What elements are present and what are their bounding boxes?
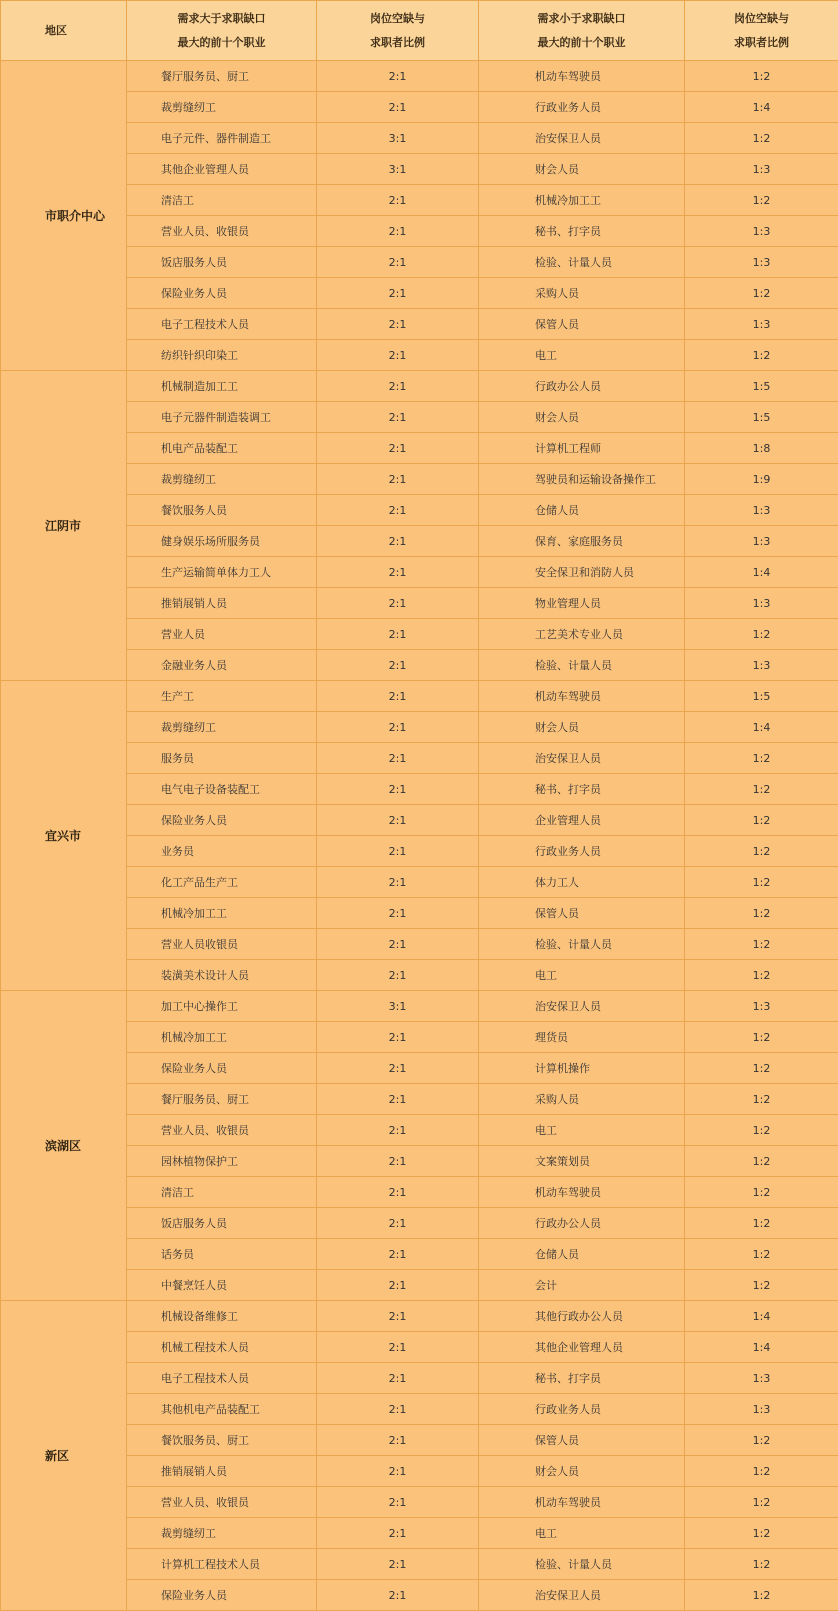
high-demand-occupation-cell: 服务员 — [127, 743, 317, 774]
low-demand-ratio-cell: 1:2 — [685, 1487, 838, 1518]
low-demand-occupation-cell: 物业管理人员 — [479, 588, 685, 619]
low-demand-ratio-cell: 1:4 — [685, 557, 838, 588]
high-demand-ratio-cell: 2:1 — [317, 371, 479, 402]
high-demand-occupation-cell: 电子元器件制造装调工 — [127, 402, 317, 433]
high-demand-ratio-cell: 2:1 — [317, 247, 479, 278]
high-demand-ratio-cell: 2:1 — [317, 929, 479, 960]
header-low-demand-line1: 需求小于求职缺口 — [479, 7, 684, 31]
table-row — [1, 1425, 838, 1456]
low-demand-ratio-cell: 1:3 — [685, 650, 838, 681]
high-demand-occupation-cell: 推销展销人员 — [127, 1456, 317, 1487]
table-body — [1, 61, 838, 1611]
high-demand-occupation-cell: 中餐烹饪人员 — [127, 1270, 317, 1301]
high-demand-ratio-cell: 2:1 — [317, 1518, 479, 1549]
low-demand-occupation-cell: 秘书、打字员 — [479, 216, 685, 247]
table-row — [1, 960, 838, 991]
low-demand-ratio-cell: 1:2 — [685, 743, 838, 774]
high-demand-ratio-cell: 2:1 — [317, 1332, 479, 1363]
high-demand-ratio-cell: 2:1 — [317, 774, 479, 805]
high-demand-ratio-cell: 2:1 — [317, 1022, 479, 1053]
table-row — [1, 1208, 838, 1239]
high-demand-occupation-cell: 餐饮服务人员 — [127, 495, 317, 526]
high-demand-ratio-cell: 2:1 — [317, 743, 479, 774]
table-row — [1, 867, 838, 898]
low-demand-ratio-cell: 1:3 — [685, 991, 838, 1022]
low-demand-ratio-cell: 1:2 — [685, 867, 838, 898]
high-demand-occupation-cell: 其他机电产品装配工 — [127, 1394, 317, 1425]
high-demand-ratio-cell: 2:1 — [317, 1115, 479, 1146]
low-demand-occupation-cell: 财会人员 — [479, 154, 685, 185]
low-demand-occupation-cell: 检验、计量人员 — [479, 247, 685, 278]
region-cell: 新区 — [1, 1301, 127, 1611]
high-demand-ratio-cell: 3:1 — [317, 123, 479, 154]
low-demand-ratio-cell: 1:2 — [685, 805, 838, 836]
low-demand-occupation-cell: 行政办公人员 — [479, 1208, 685, 1239]
table-row — [1, 712, 838, 743]
low-demand-ratio-cell: 1:3 — [685, 526, 838, 557]
low-demand-occupation-cell: 机动车驾驶员 — [479, 681, 685, 712]
low-demand-ratio-cell: 1:3 — [685, 1363, 838, 1394]
high-demand-ratio-cell: 2:1 — [317, 464, 479, 495]
low-demand-occupation-cell: 行政业务人员 — [479, 1394, 685, 1425]
region-cell: 江阴市 — [1, 371, 127, 681]
high-demand-occupation-cell: 机械设备维修工 — [127, 1301, 317, 1332]
high-demand-occupation-cell: 裁剪缝纫工 — [127, 464, 317, 495]
high-demand-ratio-cell: 2:1 — [317, 1239, 479, 1270]
high-demand-occupation-cell: 电气电子设备装配工 — [127, 774, 317, 805]
high-demand-occupation-cell: 清洁工 — [127, 185, 317, 216]
high-demand-ratio-cell: 2:1 — [317, 433, 479, 464]
low-demand-ratio-cell: 1:2 — [685, 898, 838, 929]
high-demand-occupation-cell: 保险业务人员 — [127, 805, 317, 836]
region-cell: 滨湖区 — [1, 991, 127, 1301]
high-demand-ratio-cell: 2:1 — [317, 1270, 479, 1301]
table-row — [1, 1270, 838, 1301]
table-row — [1, 464, 838, 495]
high-demand-occupation-cell: 机械工程技术人员 — [127, 1332, 317, 1363]
low-demand-ratio-cell: 1:3 — [685, 495, 838, 526]
low-demand-occupation-cell: 采购人员 — [479, 278, 685, 309]
low-demand-occupation-cell: 财会人员 — [479, 402, 685, 433]
low-demand-ratio-cell: 1:5 — [685, 681, 838, 712]
table-row — [1, 681, 838, 712]
high-demand-occupation-cell: 机电产品装配工 — [127, 433, 317, 464]
table-row — [1, 1518, 838, 1549]
low-demand-ratio-cell: 1:2 — [685, 1115, 838, 1146]
low-demand-ratio-cell: 1:9 — [685, 464, 838, 495]
low-demand-occupation-cell: 秘书、打字员 — [479, 1363, 685, 1394]
region-cell: 市职介中心 — [1, 61, 127, 371]
low-demand-occupation-cell: 治安保卫人员 — [479, 123, 685, 154]
low-demand-ratio-cell: 1:3 — [685, 154, 838, 185]
high-demand-ratio-cell: 2:1 — [317, 1487, 479, 1518]
high-demand-occupation-cell: 装潢美术设计人员 — [127, 960, 317, 991]
low-demand-ratio-cell: 1:2 — [685, 1456, 838, 1487]
high-demand-ratio-cell: 2:1 — [317, 309, 479, 340]
low-demand-ratio-cell: 1:4 — [685, 92, 838, 123]
table-row — [1, 774, 838, 805]
low-demand-ratio-cell: 1:2 — [685, 185, 838, 216]
header-ratio1-line1: 岗位空缺与 — [317, 7, 478, 31]
low-demand-ratio-cell: 1:2 — [685, 340, 838, 371]
low-demand-occupation-cell: 采购人员 — [479, 1084, 685, 1115]
high-demand-occupation-cell: 计算机工程技术人员 — [127, 1549, 317, 1580]
low-demand-occupation-cell: 机动车驾驶员 — [479, 1177, 685, 1208]
high-demand-ratio-cell: 2:1 — [317, 278, 479, 309]
header-ratio2-line2: 求职者比例 — [685, 31, 838, 55]
low-demand-ratio-cell: 1:2 — [685, 61, 838, 92]
table-row — [1, 340, 838, 371]
high-demand-occupation-cell: 生产工 — [127, 681, 317, 712]
table-row — [1, 1456, 838, 1487]
low-demand-ratio-cell: 1:3 — [685, 309, 838, 340]
high-demand-ratio-cell: 3:1 — [317, 991, 479, 1022]
table-row — [1, 402, 838, 433]
low-demand-occupation-cell: 财会人员 — [479, 712, 685, 743]
high-demand-occupation-cell: 推销展销人员 — [127, 588, 317, 619]
high-demand-occupation-cell: 保险业务人员 — [127, 1053, 317, 1084]
low-demand-occupation-cell: 会计 — [479, 1270, 685, 1301]
low-demand-occupation-cell: 理货员 — [479, 1022, 685, 1053]
high-demand-ratio-cell: 2:1 — [317, 1394, 479, 1425]
low-demand-occupation-cell: 检验、计量人员 — [479, 650, 685, 681]
low-demand-occupation-cell: 电工 — [479, 1518, 685, 1549]
high-demand-occupation-cell: 其他企业管理人员 — [127, 154, 317, 185]
high-demand-ratio-cell: 2:1 — [317, 867, 479, 898]
low-demand-occupation-cell: 文案策划员 — [479, 1146, 685, 1177]
low-demand-ratio-cell: 1:2 — [685, 1177, 838, 1208]
high-demand-occupation-cell: 饭店服务人员 — [127, 1208, 317, 1239]
table-row — [1, 588, 838, 619]
low-demand-occupation-cell: 计算机操作 — [479, 1053, 685, 1084]
table-row — [1, 247, 838, 278]
high-demand-occupation-cell: 保险业务人员 — [127, 278, 317, 309]
high-demand-occupation-cell: 健身娱乐场所服务员 — [127, 526, 317, 557]
low-demand-ratio-cell: 1:3 — [685, 247, 838, 278]
low-demand-ratio-cell: 1:2 — [685, 123, 838, 154]
high-demand-ratio-cell: 2:1 — [317, 805, 479, 836]
low-demand-occupation-cell: 电工 — [479, 960, 685, 991]
low-demand-ratio-cell: 1:2 — [685, 1425, 838, 1456]
high-demand-ratio-cell: 2:1 — [317, 495, 479, 526]
low-demand-ratio-cell: 1:2 — [685, 1022, 838, 1053]
table-row — [1, 743, 838, 774]
header-high-demand-ratio — [317, 1, 479, 61]
table-row — [1, 1580, 838, 1611]
high-demand-ratio-cell: 2:1 — [317, 1549, 479, 1580]
low-demand-occupation-cell: 其他企业管理人员 — [479, 1332, 685, 1363]
high-demand-occupation-cell: 裁剪缝纫工 — [127, 712, 317, 743]
high-demand-occupation-cell: 话务员 — [127, 1239, 317, 1270]
high-demand-ratio-cell: 2:1 — [317, 1177, 479, 1208]
table-row — [1, 557, 838, 588]
high-demand-ratio-cell: 2:1 — [317, 898, 479, 929]
high-demand-occupation-cell: 营业人员、收银员 — [127, 1487, 317, 1518]
high-demand-ratio-cell: 2:1 — [317, 1208, 479, 1239]
low-demand-occupation-cell: 行政业务人员 — [479, 836, 685, 867]
table-row — [1, 309, 838, 340]
table-row — [1, 495, 838, 526]
low-demand-occupation-cell: 体力工人 — [479, 867, 685, 898]
table-row — [1, 650, 838, 681]
high-demand-occupation-cell: 机械冷加工工 — [127, 898, 317, 929]
low-demand-ratio-cell: 1:3 — [685, 588, 838, 619]
high-demand-ratio-cell: 2:1 — [317, 557, 479, 588]
low-demand-occupation-cell: 行政办公人员 — [479, 371, 685, 402]
table-row — [1, 371, 838, 402]
low-demand-ratio-cell: 1:2 — [685, 619, 838, 650]
table-row — [1, 619, 838, 650]
table-row — [1, 805, 838, 836]
low-demand-ratio-cell: 1:2 — [685, 1053, 838, 1084]
high-demand-ratio-cell: 2:1 — [317, 681, 479, 712]
table-row — [1, 929, 838, 960]
table-row — [1, 216, 838, 247]
table-row — [1, 836, 838, 867]
low-demand-occupation-cell: 电工 — [479, 1115, 685, 1146]
table-header-row — [1, 1, 838, 61]
low-demand-ratio-cell: 1:2 — [685, 1580, 838, 1611]
high-demand-ratio-cell: 2:1 — [317, 960, 479, 991]
high-demand-occupation-cell: 机械制造加工工 — [127, 371, 317, 402]
low-demand-occupation-cell: 保管人员 — [479, 309, 685, 340]
low-demand-occupation-cell: 仓储人员 — [479, 1239, 685, 1270]
header-ratio1-line2: 求职者比例 — [317, 31, 478, 55]
high-demand-ratio-cell: 2:1 — [317, 185, 479, 216]
low-demand-ratio-cell: 1:2 — [685, 1146, 838, 1177]
high-demand-ratio-cell: 2:1 — [317, 1580, 479, 1611]
low-demand-occupation-cell: 安全保卫和消防人员 — [479, 557, 685, 588]
table-row — [1, 1301, 838, 1332]
high-demand-ratio-cell: 2:1 — [317, 1456, 479, 1487]
low-demand-ratio-cell: 1:2 — [685, 1239, 838, 1270]
region-cell: 宜兴市 — [1, 681, 127, 991]
header-low-demand-line2: 最大的前十个职业 — [479, 31, 684, 55]
high-demand-occupation-cell: 电子元件、器件制造工 — [127, 123, 317, 154]
low-demand-occupation-cell: 秘书、打字员 — [479, 774, 685, 805]
low-demand-occupation-cell: 治安保卫人员 — [479, 743, 685, 774]
table-row — [1, 526, 838, 557]
table-row — [1, 61, 838, 92]
low-demand-ratio-cell: 1:2 — [685, 774, 838, 805]
header-low-demand-ratio — [685, 1, 838, 61]
high-demand-occupation-cell: 保险业务人员 — [127, 1580, 317, 1611]
table-row — [1, 991, 838, 1022]
low-demand-ratio-cell: 1:2 — [685, 836, 838, 867]
high-demand-occupation-cell: 餐厅服务员、厨工 — [127, 61, 317, 92]
high-demand-occupation-cell: 园林植物保护工 — [127, 1146, 317, 1177]
low-demand-ratio-cell: 1:2 — [685, 1208, 838, 1239]
high-demand-ratio-cell: 3:1 — [317, 154, 479, 185]
high-demand-ratio-cell: 2:1 — [317, 650, 479, 681]
high-demand-ratio-cell: 2:1 — [317, 61, 479, 92]
table-row — [1, 433, 838, 464]
high-demand-occupation-cell: 金融业务人员 — [127, 650, 317, 681]
high-demand-ratio-cell: 2:1 — [317, 836, 479, 867]
high-demand-occupation-cell: 饭店服务人员 — [127, 247, 317, 278]
low-demand-occupation-cell: 治安保卫人员 — [479, 1580, 685, 1611]
low-demand-ratio-cell: 1:2 — [685, 1270, 838, 1301]
low-demand-ratio-cell: 1:4 — [685, 1332, 838, 1363]
high-demand-ratio-cell: 2:1 — [317, 92, 479, 123]
table-row — [1, 898, 838, 929]
table-row — [1, 1332, 838, 1363]
table-row — [1, 1487, 838, 1518]
high-demand-occupation-cell: 营业人员、收银员 — [127, 1115, 317, 1146]
high-demand-ratio-cell: 2:1 — [317, 402, 479, 433]
table-row — [1, 278, 838, 309]
header-high-demand-occupations — [127, 1, 317, 61]
high-demand-ratio-cell: 2:1 — [317, 619, 479, 650]
header-ratio2-line1: 岗位空缺与 — [685, 7, 838, 31]
table-row — [1, 1084, 838, 1115]
low-demand-occupation-cell: 电工 — [479, 340, 685, 371]
table-row — [1, 1549, 838, 1580]
high-demand-ratio-cell: 2:1 — [317, 1053, 479, 1084]
low-demand-ratio-cell: 1:2 — [685, 1518, 838, 1549]
header-low-demand-occupations — [479, 1, 685, 61]
high-demand-ratio-cell: 2:1 — [317, 216, 479, 247]
high-demand-occupation-cell: 餐厅服务员、厨工 — [127, 1084, 317, 1115]
table-row — [1, 1115, 838, 1146]
high-demand-ratio-cell: 2:1 — [317, 1084, 479, 1115]
low-demand-ratio-cell: 1:4 — [685, 1301, 838, 1332]
table-row — [1, 1177, 838, 1208]
low-demand-occupation-cell: 财会人员 — [479, 1456, 685, 1487]
high-demand-occupation-cell: 机械冷加工工 — [127, 1022, 317, 1053]
low-demand-occupation-cell: 机动车驾驶员 — [479, 1487, 685, 1518]
header-high-demand-line2: 最大的前十个职业 — [127, 31, 316, 55]
high-demand-ratio-cell: 2:1 — [317, 588, 479, 619]
low-demand-occupation-cell: 检验、计量人员 — [479, 929, 685, 960]
low-demand-occupation-cell: 企业管理人员 — [479, 805, 685, 836]
low-demand-ratio-cell: 1:2 — [685, 1549, 838, 1580]
low-demand-occupation-cell: 治安保卫人员 — [479, 991, 685, 1022]
low-demand-occupation-cell: 保管人员 — [479, 898, 685, 929]
low-demand-occupation-cell: 保育、家庭服务员 — [479, 526, 685, 557]
high-demand-occupation-cell: 电子工程技术人员 — [127, 309, 317, 340]
low-demand-ratio-cell: 1:2 — [685, 1084, 838, 1115]
low-demand-occupation-cell: 行政业务人员 — [479, 92, 685, 123]
table-row — [1, 1022, 838, 1053]
low-demand-ratio-cell: 1:3 — [685, 1394, 838, 1425]
low-demand-ratio-cell: 1:3 — [685, 216, 838, 247]
high-demand-occupation-cell: 清洁工 — [127, 1177, 317, 1208]
table-row — [1, 1363, 838, 1394]
high-demand-ratio-cell: 2:1 — [317, 340, 479, 371]
low-demand-ratio-cell: 1:2 — [685, 278, 838, 309]
high-demand-ratio-cell: 2:1 — [317, 1301, 479, 1332]
low-demand-occupation-cell: 其他行政办公人员 — [479, 1301, 685, 1332]
low-demand-occupation-cell: 仓储人员 — [479, 495, 685, 526]
table-row — [1, 123, 838, 154]
low-demand-occupation-cell: 驾驶员和运输设备操作工 — [479, 464, 685, 495]
high-demand-occupation-cell: 营业人员 — [127, 619, 317, 650]
table-row — [1, 1053, 838, 1084]
high-demand-occupation-cell: 业务员 — [127, 836, 317, 867]
high-demand-occupation-cell: 餐饮服务员、厨工 — [127, 1425, 317, 1456]
high-demand-ratio-cell: 2:1 — [317, 1425, 479, 1456]
low-demand-occupation-cell: 机动车驾驶员 — [479, 61, 685, 92]
high-demand-ratio-cell: 2:1 — [317, 1363, 479, 1394]
table-row — [1, 154, 838, 185]
table-row — [1, 92, 838, 123]
high-demand-occupation-cell: 裁剪缝纫工 — [127, 92, 317, 123]
low-demand-occupation-cell: 保管人员 — [479, 1425, 685, 1456]
table-row — [1, 1239, 838, 1270]
table-row — [1, 185, 838, 216]
low-demand-occupation-cell: 计算机工程师 — [479, 433, 685, 464]
low-demand-ratio-cell: 1:2 — [685, 960, 838, 991]
high-demand-occupation-cell: 裁剪缝纫工 — [127, 1518, 317, 1549]
high-demand-occupation-cell: 电子工程技术人员 — [127, 1363, 317, 1394]
low-demand-ratio-cell: 1:5 — [685, 402, 838, 433]
high-demand-ratio-cell: 2:1 — [317, 712, 479, 743]
high-demand-occupation-cell: 纺织针织印染工 — [127, 340, 317, 371]
low-demand-ratio-cell: 1:4 — [685, 712, 838, 743]
low-demand-occupation-cell: 机械冷加工工 — [479, 185, 685, 216]
low-demand-ratio-cell: 1:8 — [685, 433, 838, 464]
header-region: 地区 — [1, 1, 127, 61]
high-demand-occupation-cell: 加工中心操作工 — [127, 991, 317, 1022]
low-demand-occupation-cell: 检验、计量人员 — [479, 1549, 685, 1580]
low-demand-ratio-cell: 1:5 — [685, 371, 838, 402]
high-demand-ratio-cell: 2:1 — [317, 526, 479, 557]
table-row — [1, 1146, 838, 1177]
header-high-demand-line1: 需求大于求职缺口 — [127, 7, 316, 31]
high-demand-occupation-cell: 营业人员收银员 — [127, 929, 317, 960]
high-demand-occupation-cell: 营业人员、收银员 — [127, 216, 317, 247]
high-demand-ratio-cell: 2:1 — [317, 1146, 479, 1177]
table-row — [1, 1394, 838, 1425]
low-demand-ratio-cell: 1:2 — [685, 929, 838, 960]
low-demand-occupation-cell: 工艺美术专业人员 — [479, 619, 685, 650]
high-demand-occupation-cell: 化工产品生产工 — [127, 867, 317, 898]
high-demand-occupation-cell: 生产运输简单体力工人 — [127, 557, 317, 588]
